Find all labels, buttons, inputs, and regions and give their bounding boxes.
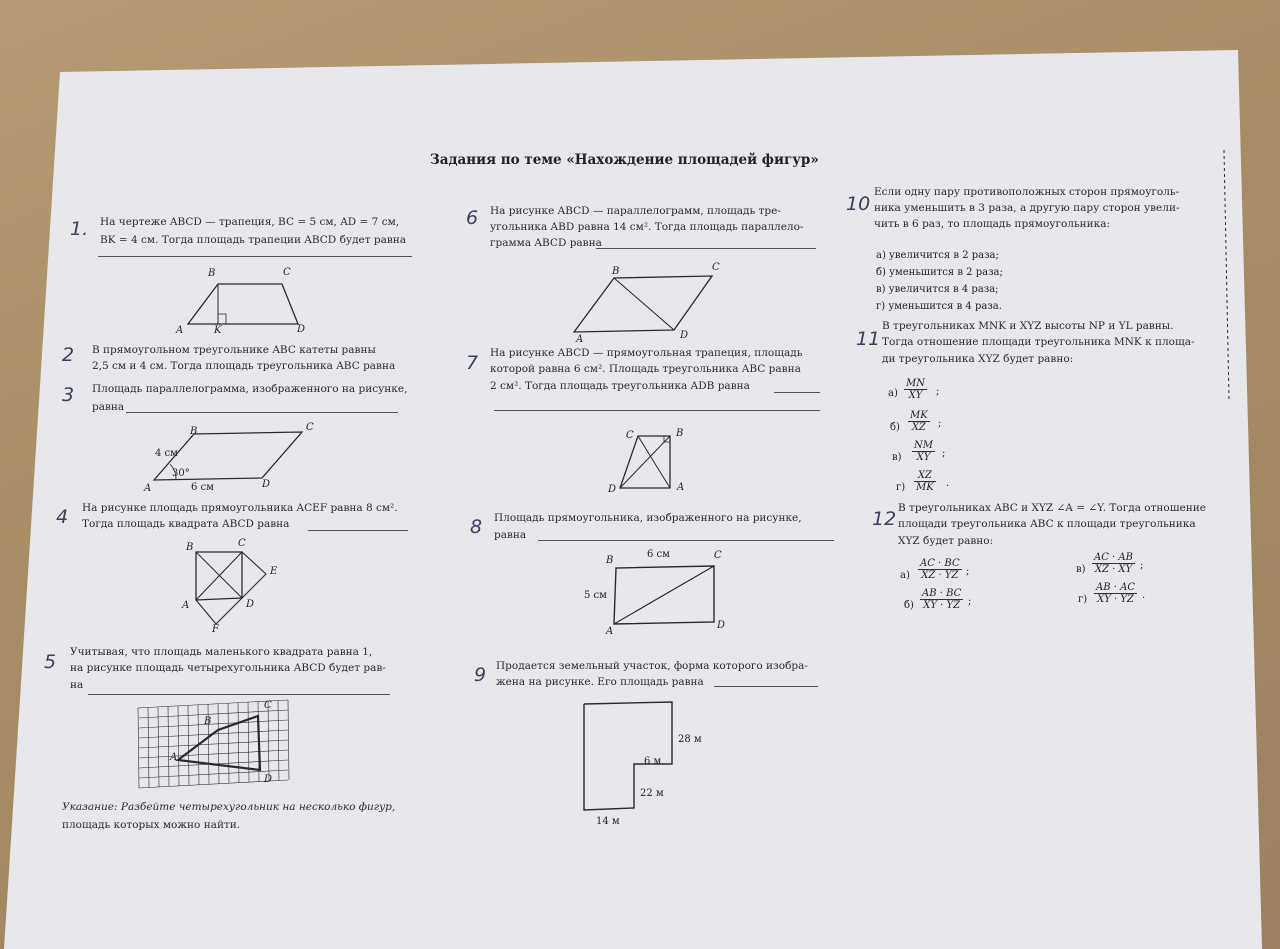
fraction-denominator: XY xyxy=(908,390,923,401)
fraction-numerator: AB · BC xyxy=(922,588,962,599)
task-1-label-c: C xyxy=(283,267,291,278)
task-2-number: 2 xyxy=(62,344,75,366)
task-5-label-d: D xyxy=(264,774,273,785)
task-10-option-b[interactable]: б) уменьшится в 2 раза; xyxy=(876,267,1003,278)
fraction-numerator: NM xyxy=(914,440,933,451)
task-4-text-line2: Тогда площадь квадрата ABCD равна xyxy=(82,518,290,530)
task-11-text-line2: Тогда отношение площади треугольника MNK к площа- xyxy=(882,336,1195,348)
task-5-label-a: A xyxy=(170,752,178,763)
task-6-text-line2: угольника ABD равна 14 см². Тогда площадь параллело- xyxy=(490,221,804,233)
task-9-dim-22m: 22 м xyxy=(640,788,664,799)
fraction-numerator: AC · BC xyxy=(920,558,960,569)
task-5-label-b: B xyxy=(204,716,212,727)
task-11-option-d-fraction[interactable] xyxy=(914,470,936,493)
task-8-label-d: D xyxy=(717,620,726,631)
task-12-option-c-fraction[interactable] xyxy=(1092,552,1135,575)
task-1-text-line2: BK = 4 см. Тогда площадь трапеции ABCD будет равна xyxy=(100,234,407,246)
task-5-text-line1: Учитывая, что площадь маленького квадрата равна 1, xyxy=(70,646,373,658)
task-8-label-b: B xyxy=(606,555,614,566)
task-3-base-length: 6 см xyxy=(191,482,214,493)
task-1-answer-blank[interactable] xyxy=(98,256,412,257)
task-11-option-b-letter[interactable]: б) xyxy=(890,422,900,433)
task-1-number: 1. xyxy=(70,218,89,240)
task-11-option-c-end: ; xyxy=(942,448,946,459)
task-6-label-c: C xyxy=(712,262,720,273)
task-3-label-a: A xyxy=(144,483,152,494)
task-5-text-line3: на xyxy=(70,679,84,691)
task-12-text-line1: В треугольниках ABC и XYZ ∠A = ∠Y. Тогда отношение xyxy=(898,502,1206,514)
task-10-option-c[interactable]: в) увеличится в 4 раза; xyxy=(876,284,999,295)
task-3-label-b: B xyxy=(190,426,198,437)
task-12-option-d-fraction[interactable] xyxy=(1094,582,1137,605)
task-9-text-line2: жена на рисунке. Его площадь равна xyxy=(496,676,704,688)
task-7-text-line3: 2 см². Тогда площадь треугольника ADB равна xyxy=(490,380,750,392)
task-5-number: 5 xyxy=(44,651,57,673)
fraction-denominator: MK xyxy=(916,482,934,493)
task-4-label-d: D xyxy=(246,599,255,610)
task-3-answer-blank[interactable] xyxy=(126,412,398,413)
task-12-option-b-letter[interactable]: б) xyxy=(904,600,914,611)
task-11-option-b-fraction[interactable] xyxy=(908,410,930,433)
task-4-square-rectangle-figure xyxy=(186,546,276,628)
task-11-option-b-end: ; xyxy=(938,418,942,429)
task-3-text-line1: Площадь параллелограмма, изображенного на рисунке, xyxy=(92,383,408,395)
task-7-text-line2: которой равна 6 см². Площадь треугольника ABC равна xyxy=(490,363,801,375)
page-title: Задания по теме «Нахождение площадей фигур» xyxy=(430,152,819,168)
task-4-label-c: C xyxy=(238,538,246,549)
task-11-option-c-letter[interactable]: в) xyxy=(892,452,902,463)
task-2-text-line2: 2,5 см и 4 см. Тогда площадь треугольника ABC равна xyxy=(92,360,396,372)
fraction-numerator: MN xyxy=(906,378,925,389)
task-11-number: 11 xyxy=(856,328,881,350)
task-6-answer-blank[interactable] xyxy=(596,248,816,249)
task-5-text-line2: на рисунке площадь четырехугольника ABCD будет рав- xyxy=(70,662,386,674)
task-12-option-c-end: ; xyxy=(1140,560,1144,571)
task-12-text-line3: XYZ будет равно: xyxy=(898,535,994,547)
task-5-hint-line2: площадь которых можно найти. xyxy=(62,819,241,831)
task-11-text-line3: ди треугольника XYZ будет равно: xyxy=(882,353,1074,365)
task-7-label-c: C xyxy=(626,430,634,441)
fraction-denominator: XZ · YZ xyxy=(921,570,959,581)
task-8-label-c: C xyxy=(714,550,722,561)
task-3-text-line2: равна xyxy=(92,401,125,413)
task-9-dim-28m: 28 м xyxy=(678,734,702,745)
task-10-text-line1: Если одну пару противоположных сторон прямоуголь- xyxy=(874,186,1180,198)
task-1-label-a: A xyxy=(176,325,184,336)
task-4-label-e: E xyxy=(270,566,278,577)
task-7-trapezoid-figure xyxy=(612,428,685,494)
fraction-numerator: AB · AC xyxy=(1096,582,1135,593)
task-7-label-a: A xyxy=(677,482,685,493)
task-4-label-f: F xyxy=(212,624,219,635)
task-11-option-d-letter[interactable]: г) xyxy=(896,482,906,493)
task-6-label-a: A xyxy=(576,334,584,345)
fraction-denominator: XY xyxy=(916,452,931,463)
task-12-option-c-letter[interactable]: в) xyxy=(1076,564,1086,575)
fraction-numerator: XZ xyxy=(914,470,936,482)
task-8-answer-blank[interactable] xyxy=(538,540,834,541)
task-7-number: 7 xyxy=(466,352,479,374)
task-9-dim-6m: 6 м xyxy=(644,756,662,767)
task-12-option-a-letter[interactable]: а) xyxy=(900,570,910,581)
task-9-dim-14m: 14 м xyxy=(596,816,620,827)
task-6-text-line3: грамма ABCD равна xyxy=(490,237,602,249)
task-1-text-line1: На чертеже ABCD — трапеция, BC = 5 см, AD = 7 см, xyxy=(100,216,400,228)
task-9-answer-blank[interactable] xyxy=(714,686,818,687)
task-3-label-c: C xyxy=(306,422,314,433)
task-11-option-d-end: . xyxy=(946,478,950,489)
task-11-text-line1: В треугольниках MNK и XYZ высоты NP и YL равны. xyxy=(882,320,1174,332)
task-12-option-d-letter[interactable]: г) xyxy=(1078,594,1088,605)
task-12-number: 12 xyxy=(872,508,897,530)
task-3-side-length: 4 см xyxy=(155,448,178,459)
fraction-denominator: XZ · XY xyxy=(1094,564,1133,575)
task-6-label-b: B xyxy=(612,266,620,277)
task-11-option-c-fraction[interactable] xyxy=(912,440,935,463)
task-4-label-b: B xyxy=(186,542,194,553)
task-1-label-b: B xyxy=(208,268,216,279)
task-10-option-a[interactable]: а) увеличится в 2 раза; xyxy=(876,250,999,261)
task-5-answer-blank[interactable] xyxy=(88,694,390,695)
task-10-text-line2: ника уменьшить в 3 раза, а другую пару сторон увели- xyxy=(874,202,1180,214)
task-3-label-d: D xyxy=(262,479,271,490)
fraction-denominator: XY · YZ xyxy=(1097,594,1134,605)
task-8-label-a: A xyxy=(606,626,614,637)
task-5-label-c: C xyxy=(264,700,272,711)
fold-line xyxy=(1210,150,1240,410)
task-9-number: 9 xyxy=(474,664,487,686)
fraction-numerator: MK xyxy=(910,410,928,421)
task-12-option-b-fraction[interactable] xyxy=(920,588,963,611)
task-11-option-a-fraction[interactable] xyxy=(904,378,927,401)
task-11-option-a-letter[interactable]: а) xyxy=(888,388,898,399)
task-7-answer-blank-2[interactable] xyxy=(494,410,820,411)
task-10-text-line3: чить в 6 раз, то площадь прямоугольника: xyxy=(874,218,1111,230)
task-9-text-line1: Продается земельный участок, форма которого изобра- xyxy=(496,660,808,672)
task-7-answer-blank-1[interactable] xyxy=(774,392,820,393)
task-2-text-line1: В прямоугольном треугольнике ABC катеты равны xyxy=(92,344,376,356)
task-8-number: 8 xyxy=(470,516,483,538)
task-8-width-label: 6 см xyxy=(647,549,670,560)
task-7-label-d: D xyxy=(608,484,617,495)
task-6-text-line1: На рисунке ABCD — параллелограмм, площадь тре- xyxy=(490,205,781,217)
task-8-text-line2: равна xyxy=(494,529,527,541)
task-4-number: 4 xyxy=(56,506,69,528)
task-8-text-line1: Площадь прямоугольника, изображенного на рисунке, xyxy=(494,512,802,524)
task-11-option-a-end: ; xyxy=(936,386,940,397)
task-6-number: 6 xyxy=(466,207,479,229)
task-7-text-line1: На рисунке ABCD — прямоугольная трапеция, площадь xyxy=(490,347,803,359)
task-7-label-b: B xyxy=(676,428,684,439)
task-1-label-k: K xyxy=(214,325,222,336)
fraction-numerator: AC · AB xyxy=(1094,552,1133,563)
task-4-text-line1: На рисунке площадь прямоугольника ACEF равна 8 см². xyxy=(82,502,398,514)
task-10-option-d[interactable]: г) уменьшится в 4 раза. xyxy=(876,301,1002,312)
task-4-label-a: A xyxy=(182,600,190,611)
task-12-option-a-fraction[interactable] xyxy=(918,558,962,581)
task-12-option-d-end: . xyxy=(1142,590,1146,601)
task-12-text-line2: площади треугольника ABC к площади треугольника xyxy=(898,518,1196,530)
task-6-label-d: D xyxy=(680,330,689,341)
task-4-answer-blank[interactable] xyxy=(308,530,408,531)
task-1-label-d: D xyxy=(297,324,306,335)
task-12-option-b-end: ; xyxy=(968,596,972,607)
task-6-parallelogram-figure xyxy=(570,268,720,338)
task-10-number: 10 xyxy=(846,193,871,215)
task-8-height-label: 5 см xyxy=(584,590,607,601)
task-1-trapezoid-figure xyxy=(180,276,310,336)
task-3-number: 3 xyxy=(62,384,75,406)
task-3-angle: 30° xyxy=(172,468,190,479)
task-5-hint-line1: Указание: Разбейте четырехугольник на несколько фигур, xyxy=(62,801,396,813)
fraction-denominator: XZ xyxy=(911,422,926,433)
fraction-denominator: XY · YZ xyxy=(923,600,961,611)
task-12-option-a-end: ; xyxy=(966,566,970,577)
task-8-rectangle-figure xyxy=(610,560,720,630)
